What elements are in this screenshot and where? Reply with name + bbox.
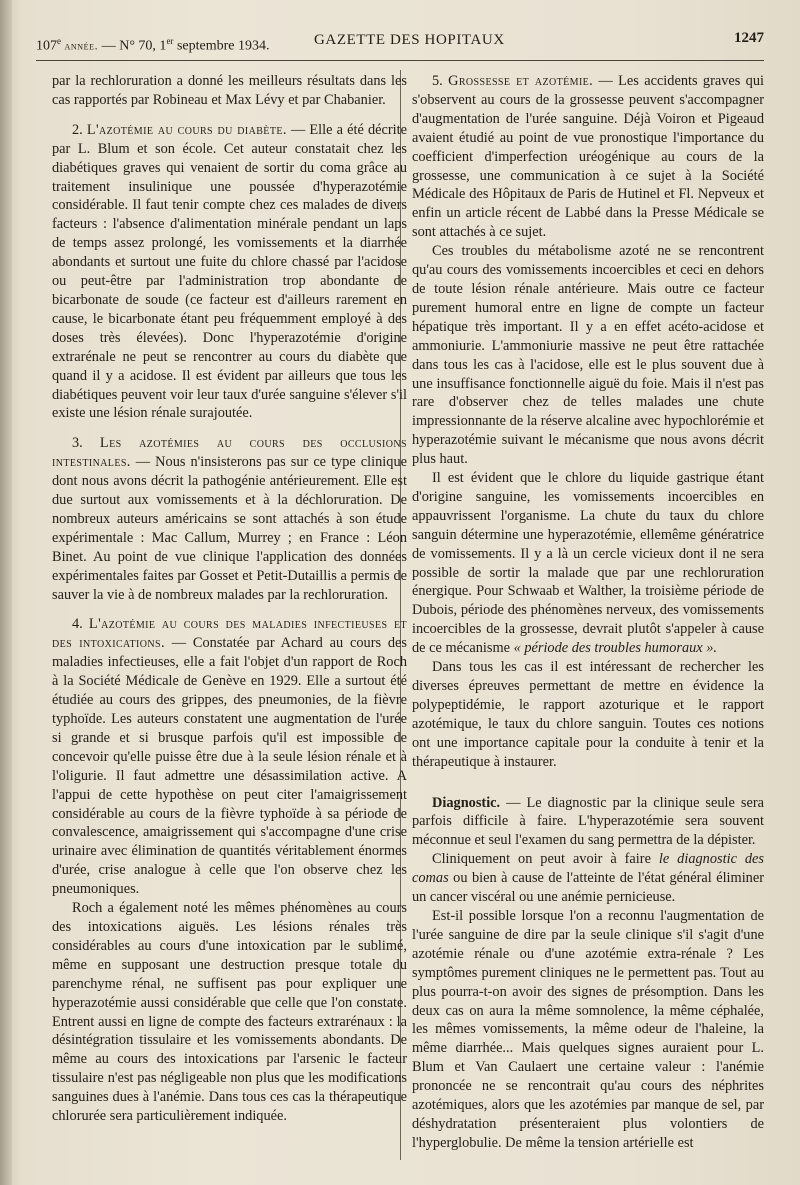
italic-quote: « période des troubles humoraux ».: [513, 640, 718, 657]
section-diagnostic: [412, 794, 764, 851]
issue-info: [36, 36, 269, 55]
paragraph: Dans tous les cas il est intéressant de rechercher les diverses épreuves permettant de mettre en évidence la polypeptidémie, le rapport azoturique et le rapport azotémique, le taux du chlore sanguin. Toutes ces notions ont une importance capitale pour la conduite à tenir et la thérapeutique à instaurer.: [412, 659, 764, 770]
volume-year-sup: e: [57, 36, 61, 46]
paragraph: par la rechloruration a donné les meilleurs résultats dans les cas rapportés par Robineau et Max Lévy et par Chabanier.: [52, 73, 407, 108]
binding-edge: [0, 0, 12, 1185]
paragraph: [412, 850, 764, 907]
section-diabete: [52, 121, 407, 424]
issue-sup: er: [166, 36, 174, 46]
issue-date: septembre 1934.: [176, 38, 270, 54]
section-occlusions: [52, 434, 407, 604]
paragraph: Est-il possible lorsque l'on a reconnu l'augmentation de l'urée sanguine de dire par la seule clinique s'il s'agit d'une azotémie rénale ou d'une azotémie extra-rénale ? Les symptômes purement cliniques ne le permettent pas. Tout au plus pourra-t-on avoir des signes de présomption. Dans les deux cas on aura la même somnolence, la même céphalée, les mêmes vomissements, la même odeur de l'haleine, la même diarrhée... Mais quelques signes auraient pour L. Blum et Van Caulaert une certaine valeur : l'anémie prononcée ne se rencontrait qu'au cours des néphrites azotémiques, alors que les azotémies par manque de sel, par déshydratation présenteraient plus volontiers de l'hyperglobulie. De même la tension artérielle est: [412, 907, 764, 1151]
left-column: [52, 72, 407, 1126]
volume-year: 107: [36, 38, 57, 54]
section-heading: Grossesse et azotémie.: [448, 73, 594, 89]
section-number: 4.: [72, 616, 89, 633]
section-text: — Nous n'insisterons pas sur ce type clinique dont nous avons décrit la pathogénie antérieurement. Elle est due surtout aux vomissements et à la déchloruration. De nombreux auteurs américains se sont attachés à son étude expérimentale : Mac Callum, Murrey ; en France : Léon Binet. Au point de vue clinique l'application des données expérimentales faites par Gosset et Petit-Dutaillis a permis de sauver la vie à de nombreux malades par la rechloruration.: [52, 454, 407, 603]
paragraph-text: Il est évident que le chlore du liquide gastrique étant d'origine sanguine, les vomissements incoercibles en appauvrissent l'organisme. La chute du taux du chlore sanguin détermine une hyperazotémie, ellemême génératrice de vomissements. Il y a là un cercle vicieux dont il ne sera possible de sortir la malade que par une rechloruration énergique. Pour Schwaab et Walther, la troisième période de Dubois, période des phénomènes nerveux, des vomissements incoercibles de la grossesse, devrait plutôt s'appeler à cause de ce mécanisme: [412, 470, 764, 657]
section-text: — Les accidents graves qui s'observent au cours de la grossesse peuvent s'accompagner d'augmentation de l'urée sanguine. Déjà Voiron et Pigeaud avaient étudié au point de vue pronostique l'importance du coefficient d'imperfection uréogénique au cours de la grossesse, une communication à ce sujet à la Société Médicale des Hôpitaux de Paris de Hutinel et Fl. Nepveux et enfin un article récent de Labbé dans la Presse Médicale se sont attachés à ce sujet.: [412, 73, 764, 241]
italic-phrase: le diagnostic des comas: [412, 851, 764, 887]
paragraph: Roch a également noté les mêmes phénomènes au cours des intoxications aiguës. Les lésions rénales très considérables au cours d'une intoxication par le sublimé, même en supposant une destruction presque totale du parenchyme rénal, ne suffisent pas pour expliquer une hyperazotémie aussi considérable que celle que l'on constate. Entrent aussi en ligne de compte des facteurs extrarénaux : la désintégration tissulaire et les vomissements abondants. De même au cours des intoxications par l'arsenic le facteur tissulaire n'est pas négligeable non plus que les modifications sanguines dues à l'anémie. Dans tous ces cas la thérapeutique chlorurée sera particulièrement indiquée.: [52, 900, 407, 1125]
paragraph-text: Cliniquement on peut avoir à faire: [432, 851, 659, 868]
right-column: [412, 72, 764, 1153]
section-text: — Constatée par Achard au cours des maladies infectieuses, elle a fait l'objet d'un rapport de Roch à la Société Médicale de Genève en 1929. Elle a surtout été étudiée au cours des grippes, des pneumonies, de la fièvre typhoïde. Les auteurs constatent une augmentation de l'urée si grande et si brusque parfois qu'il est impossible de concevoir qu'elle puisse être due à la seule lésion rénale et à l'oligurie. Il faut admettre une désassimilation active. A l'appui de cette hypothèse on peut citer l'amaigrissement considérable au cours de la fièvre typhoïde à sa période de convalescence, amaigrissement qui s'accompagne d'une crise urinaire avec élimination de quantités véritablement énormes d'urée, crise analogue à celle que l'on observe chez les pneumoniques.: [52, 635, 407, 898]
header-rule: [36, 60, 764, 61]
section-number: 5.: [432, 73, 449, 89]
section-heading: L'azotémie au cours du diabète.: [86, 121, 287, 138]
section-text: — Le diagnostic par la clinique seule sera parfois difficile à faire. L'hyperazotémie sera souvent méconnue et seul l'examen du sang permettra de la dépister.: [412, 794, 764, 849]
section-number: 2.: [72, 121, 87, 138]
annee-label: année.: [64, 38, 99, 53]
section-grossesse: [412, 72, 764, 242]
paragraph-text: ou bien à cause de l'atteinte de l'état général éliminer un cancer viscéral ou une anémie pernicieuse.: [412, 870, 764, 906]
section-heading: Diagnostic.: [432, 794, 501, 811]
issue-number: — N° 70, 1: [101, 38, 167, 54]
journal-title: GAZETTE DES HOPITAUX: [314, 32, 505, 48]
paragraph: [412, 469, 764, 658]
running-header: [36, 30, 764, 58]
section-number: 3.: [72, 435, 100, 452]
page-number: 1247: [734, 30, 764, 46]
section-text: — Elle a été décrite par L. Blum et son école. Cet auteur constatait chez les diabétiques graves qui venaient de sortir du coma grâce au traitement insulinique une poussée d'hyperazotémie considérable. Il faut tenir compte chez ces malades de divers facteurs : l'absence d'alimentation minérale pendant un laps de temps assez prolongé, les vomissements et la diarrhée abondants et surtout une fuite du chlore chassé par l'acidose ou peut-être par l'administration trop abondante de bicarbonate de soude (ce facteur est d'ailleurs rarement en cause, le bicarbonate étant peu fréquemment employé à des doses très élevées). Donc l'hyperazotémie d'origine extrarénale ne peut se rencontrer au cours du diabète que quand il y a acidose. Il est évident par ailleurs que tous les diabétiques peuvent voir leur taux d'urée sanguine s'élever s'il existe une lésion rénale surajoutée.: [52, 121, 407, 422]
section-heading: L'azotémie au cours des maladies infectieuses et des intoxications.: [52, 616, 407, 652]
paragraph: Ces troubles du métabolisme azoté ne se rencontrent qu'au cours des vomissements incoercibles et ceci en dehors de toute lésion rénale antérieure. Mais outre ce facteur purement humoral entre en ligne de compte un facteur hépatique très important. Il y a en effet acéto-acidose et ammoniurie. L'ammoniurie massive ne peut être rattachée dans tous les cas à l'acidose, elle est le plus souvent due à une insuffisance fonctionnelle aiguë du foie. Mais il n'est pas rare d'observer chez de telles malades une chute impressionnante de la réserve alcaline avec hypochlorémie et hyperazotémie suivant le mécanisme que nous avons décrit plus haut.: [412, 243, 764, 468]
section-heading: Les azotémies au cours des occlusions intestinales.: [52, 435, 407, 471]
section-infectieuses: [52, 615, 407, 899]
